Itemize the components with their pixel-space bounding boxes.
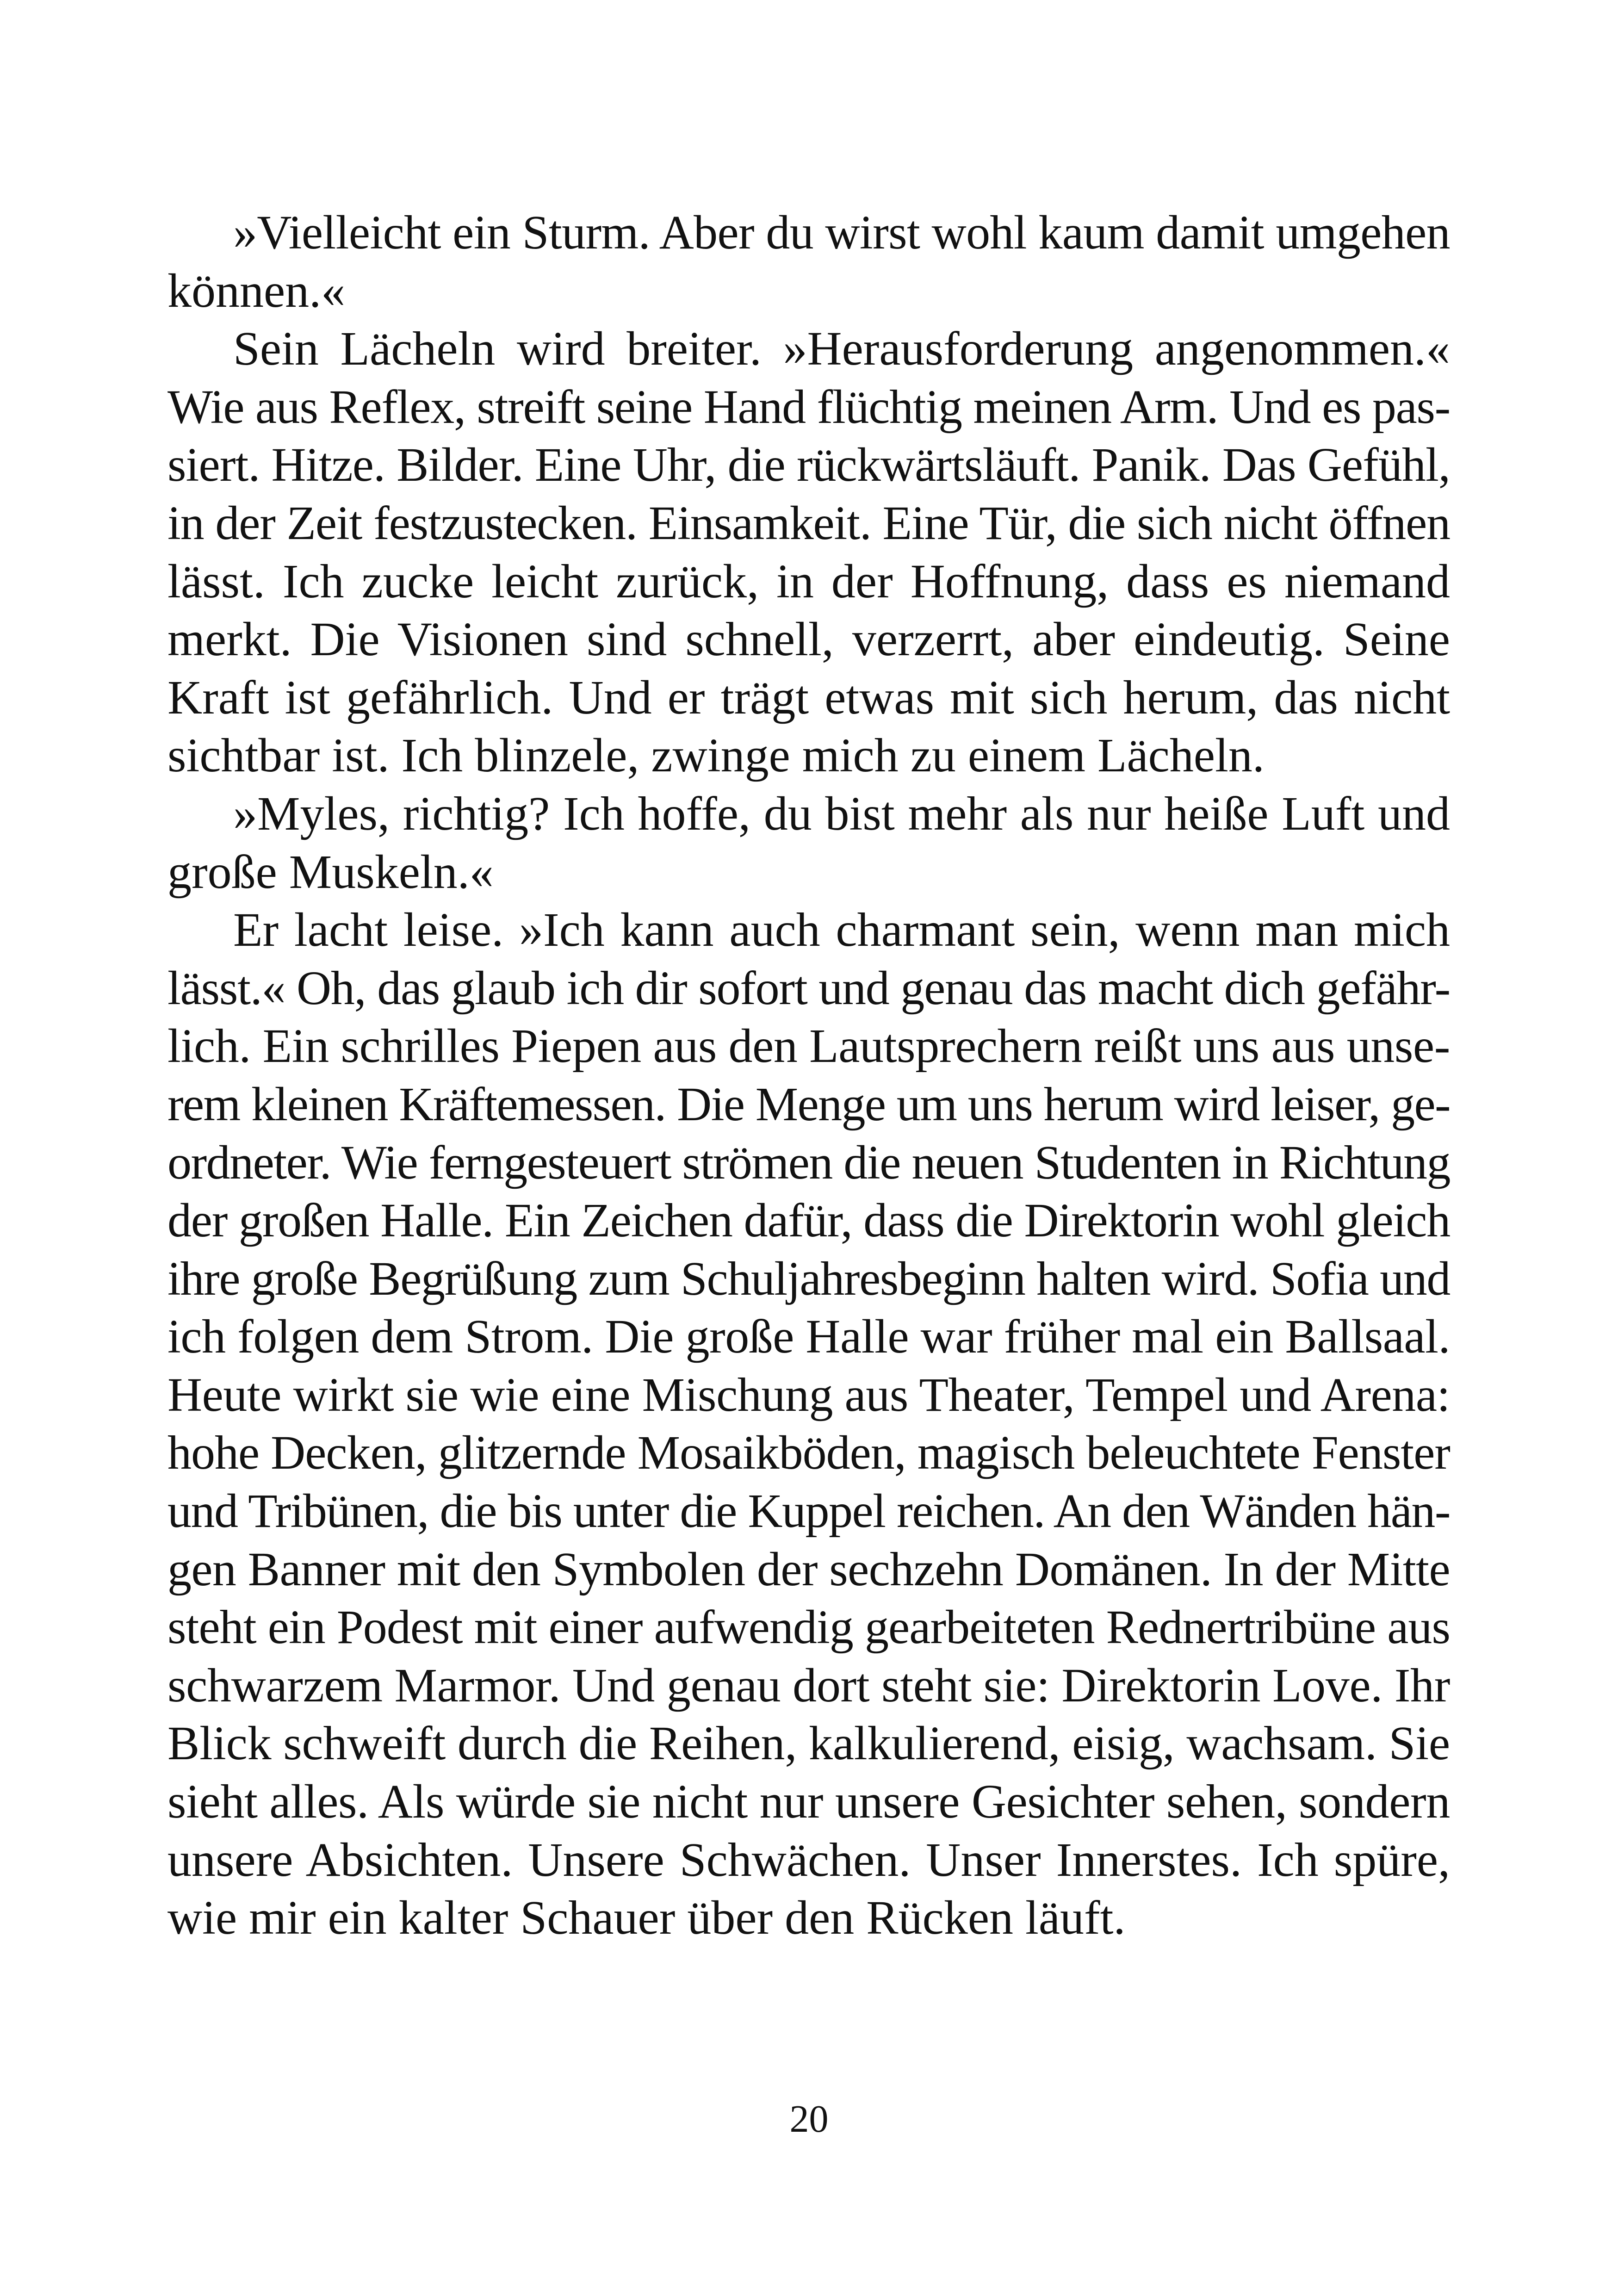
text-line: ich folgen dem Strom. Die große Halle war früher mal ein Ballsaal. bbox=[167, 1310, 1450, 1364]
text-line: in der Zeit festzustecken. Einsamkeit. Eine Tür, die sich nicht öffnen bbox=[167, 496, 1450, 550]
text-line: schwarzem Marmor. Und genau dort steht sie: Direktorin Love. Ihr bbox=[167, 1658, 1450, 1712]
text-line: unsere Absichten. Unsere Schwächen. Unser Innerstes. Ich spüre, bbox=[167, 1833, 1450, 1886]
text-line: Er lacht leise. »Ich kann auch charmant sein, wenn man mich bbox=[233, 903, 1450, 957]
text-line: ihre große Begrüßung zum Schuljahresbeginn halten wird. Sofia und bbox=[167, 1252, 1450, 1305]
text-line: lässt. Ich zucke leicht zurück, in der Hoffnung, dass es niemand bbox=[167, 554, 1450, 608]
text-line: hohe Decken, glitzernde Mosaikböden, magisch beleuchtete Fenster bbox=[167, 1426, 1450, 1480]
text-line: steht ein Podest mit einer aufwendig gearbeiteten Rednertribüne aus bbox=[167, 1601, 1450, 1654]
text-line: »Vielleicht ein Sturm. Aber du wirst wohl kaum damit umgehen bbox=[233, 206, 1450, 259]
text-line: merkt. Die Visionen sind schnell, verzerrt, aber eindeutig. Seine bbox=[167, 613, 1450, 666]
text-line: und Tribünen, die bis unter die Kuppel reichen. An den Wänden hän- bbox=[167, 1484, 1450, 1538]
text-line: »Myles, richtig? Ich hoffe, du bist mehr als nur heiße Luft und bbox=[233, 787, 1450, 840]
text-line: Sein Lächeln wird breiter. »Herausforderung angenommen.« bbox=[233, 322, 1450, 376]
text-line: wie mir ein kalter Schauer über den Rücken läuft. bbox=[167, 1891, 1126, 1945]
text-line: siert. Hitze. Bilder. Eine Uhr, die rückwärtsläuft. Panik. Das Gefühl, bbox=[167, 438, 1450, 492]
text-line: Wie aus Reflex, streift seine Hand flüchtig meinen Arm. Und es pas- bbox=[167, 380, 1450, 434]
page-number: 20 bbox=[789, 2097, 829, 2141]
body-text bbox=[167, 204, 1450, 1947]
text-line: sichtbar ist. Ich blinzele, zwinge mich zu einem Lächeln. bbox=[167, 729, 1265, 782]
text-line: sieht alles. Als würde sie nicht nur unsere Gesichter sehen, sondern bbox=[167, 1775, 1450, 1829]
text-line: lässt.« Oh, das glaub ich dir sofort und genau das macht dich gefähr- bbox=[167, 961, 1450, 1015]
text-line: ordneter. Wie ferngesteuert strömen die neuen Studenten in Richtung bbox=[167, 1136, 1450, 1189]
text-line: der großen Halle. Ein Zeichen dafür, dass die Direktorin wohl gleich bbox=[167, 1194, 1450, 1247]
text-line: lich. Ein schrilles Piepen aus den Lautsprechern reißt uns aus unse- bbox=[167, 1019, 1450, 1073]
text-line: Blick schweift durch die Reihen, kalkulierend, eisig, wachsam. Sie bbox=[167, 1717, 1450, 1770]
text-line: große Muskeln.« bbox=[167, 845, 494, 899]
text-line: Heute wirkt sie wie eine Mischung aus Theater, Tempel und Arena: bbox=[167, 1368, 1450, 1421]
text-line: gen Banner mit den Symbolen der sechzehn Domänen. In der Mitte bbox=[167, 1542, 1450, 1596]
text-line: rem kleinen Kräftemessen. Die Menge um uns herum wird leiser, ge- bbox=[167, 1077, 1450, 1131]
text-line: Kraft ist gefährlich. Und er trägt etwas mit sich herum, das nicht bbox=[167, 670, 1450, 724]
text-line: können.« bbox=[167, 264, 346, 317]
